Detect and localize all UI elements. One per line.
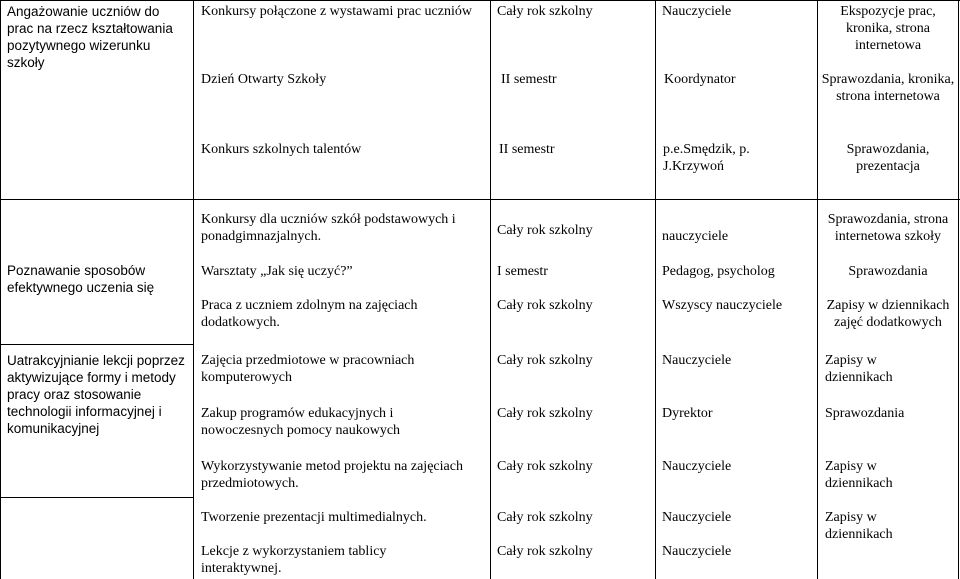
cell-period: Cały rok szkolny bbox=[497, 353, 593, 368]
cell-activity: Konkursy połączone z wystawami prac uczniów bbox=[201, 4, 472, 19]
col-divider-3 bbox=[655, 0, 656, 579]
cell-activity: Wykorzystywanie metod projektu na zajęciach przedmiotowych. bbox=[201, 459, 463, 491]
section-divider-2 bbox=[0, 344, 194, 345]
cell-responsible: Nauczyciele bbox=[662, 510, 732, 525]
cell-responsible: Nauczyciele bbox=[662, 459, 732, 474]
cell-documentation: Sprawozdania, strona internetowa szkoły bbox=[827, 212, 949, 244]
cell-responsible: p.e.Smędzik, p. J.Krzywoń bbox=[663, 142, 750, 174]
table-border-right bbox=[958, 0, 959, 579]
cell-activity: Dzień Otwarty Szkoły bbox=[201, 72, 327, 87]
section-divider-1 bbox=[0, 199, 960, 200]
section-header-ict: Uatrakcyjnianie lekcji poprzez aktywizujące formy i metody pracy oraz stosowanie technologii informacyjnej i komunikacyjnej bbox=[7, 353, 185, 436]
cell-period: Cały rok szkolny bbox=[497, 459, 593, 474]
cell-responsible: Nauczyciele bbox=[662, 4, 732, 19]
cell-activity: Zajęcia przedmiotowe w pracowniach komputerowych bbox=[201, 353, 415, 385]
cell-activity: Praca z uczniem zdolnym na zajęciach dodatkowych. bbox=[201, 298, 418, 330]
cell-activity: Konkurs szkolnych talentów bbox=[201, 142, 362, 157]
table-border-top bbox=[0, 0, 960, 1]
cell-activity: Konkursy dla uczniów szkół podstawowych i ponadgimnazjalnych. bbox=[201, 212, 456, 244]
section-header-learning: Poznawanie sposobów efektywnego uczenia się bbox=[7, 263, 155, 295]
cell-period: Cały rok szkolny bbox=[497, 544, 593, 559]
cell-period: I semestr bbox=[497, 264, 548, 279]
cell-documentation: Sprawozdania, kronika, strona internetowa bbox=[821, 72, 955, 104]
cell-activity: Lekcje z wykorzystaniem tablicy interaktywnej. bbox=[201, 544, 387, 576]
cell-documentation: Zapisy w dziennikach zajęć dodatkowych bbox=[826, 298, 950, 330]
cell-documentation: Sprawozdania bbox=[825, 406, 905, 421]
cell-responsible: Pedagog, psycholog bbox=[662, 264, 775, 279]
cell-activity: Zakup programów edukacyjnych i nowoczesnych pomocy naukowych bbox=[201, 406, 401, 438]
cell-responsible: Nauczyciele bbox=[662, 544, 732, 559]
cell-period: Cały rok szkolny bbox=[497, 4, 593, 19]
cell-documentation: Zapisy w dziennikach bbox=[825, 510, 893, 542]
col-divider-1 bbox=[193, 0, 194, 579]
cell-period: Cały rok szkolny bbox=[497, 298, 593, 313]
cell-period: II semestr bbox=[499, 142, 555, 157]
cell-documentation: Sprawozdania, prezentacja bbox=[846, 142, 930, 174]
cell-documentation: Zapisy w dziennikach bbox=[825, 459, 893, 491]
cell-documentation: Sprawozdania bbox=[848, 264, 928, 279]
cell-responsible: nauczyciele bbox=[662, 229, 729, 244]
section-divider-3 bbox=[0, 497, 194, 498]
col-divider-2 bbox=[490, 0, 491, 579]
cell-activity: Tworzenie prezentacji multimedialnych. bbox=[201, 510, 427, 525]
cell-responsible: Nauczyciele bbox=[662, 353, 732, 368]
cell-responsible: Dyrektor bbox=[662, 406, 713, 421]
cell-period: Cały rok szkolny bbox=[497, 223, 593, 238]
cell-period: Cały rok szkolny bbox=[497, 510, 593, 525]
cell-documentation: Ekspozycje prac, kronika, strona internetowa bbox=[840, 4, 936, 53]
table-border-left bbox=[0, 0, 1, 579]
cell-responsible: Koordynator bbox=[664, 72, 736, 87]
cell-activity: Warsztaty „Jak się uczyć?” bbox=[201, 264, 353, 279]
cell-documentation: Zapisy w dziennikach bbox=[825, 353, 893, 385]
cell-responsible: Wszyscy nauczyciele bbox=[662, 298, 783, 313]
cell-period: II semestr bbox=[501, 72, 557, 87]
cell-period: Cały rok szkolny bbox=[497, 406, 593, 421]
section-header-image: Angażowanie uczniów do prac na rzecz kształtowania pozytywnego wizerunku szkoły bbox=[7, 4, 173, 70]
